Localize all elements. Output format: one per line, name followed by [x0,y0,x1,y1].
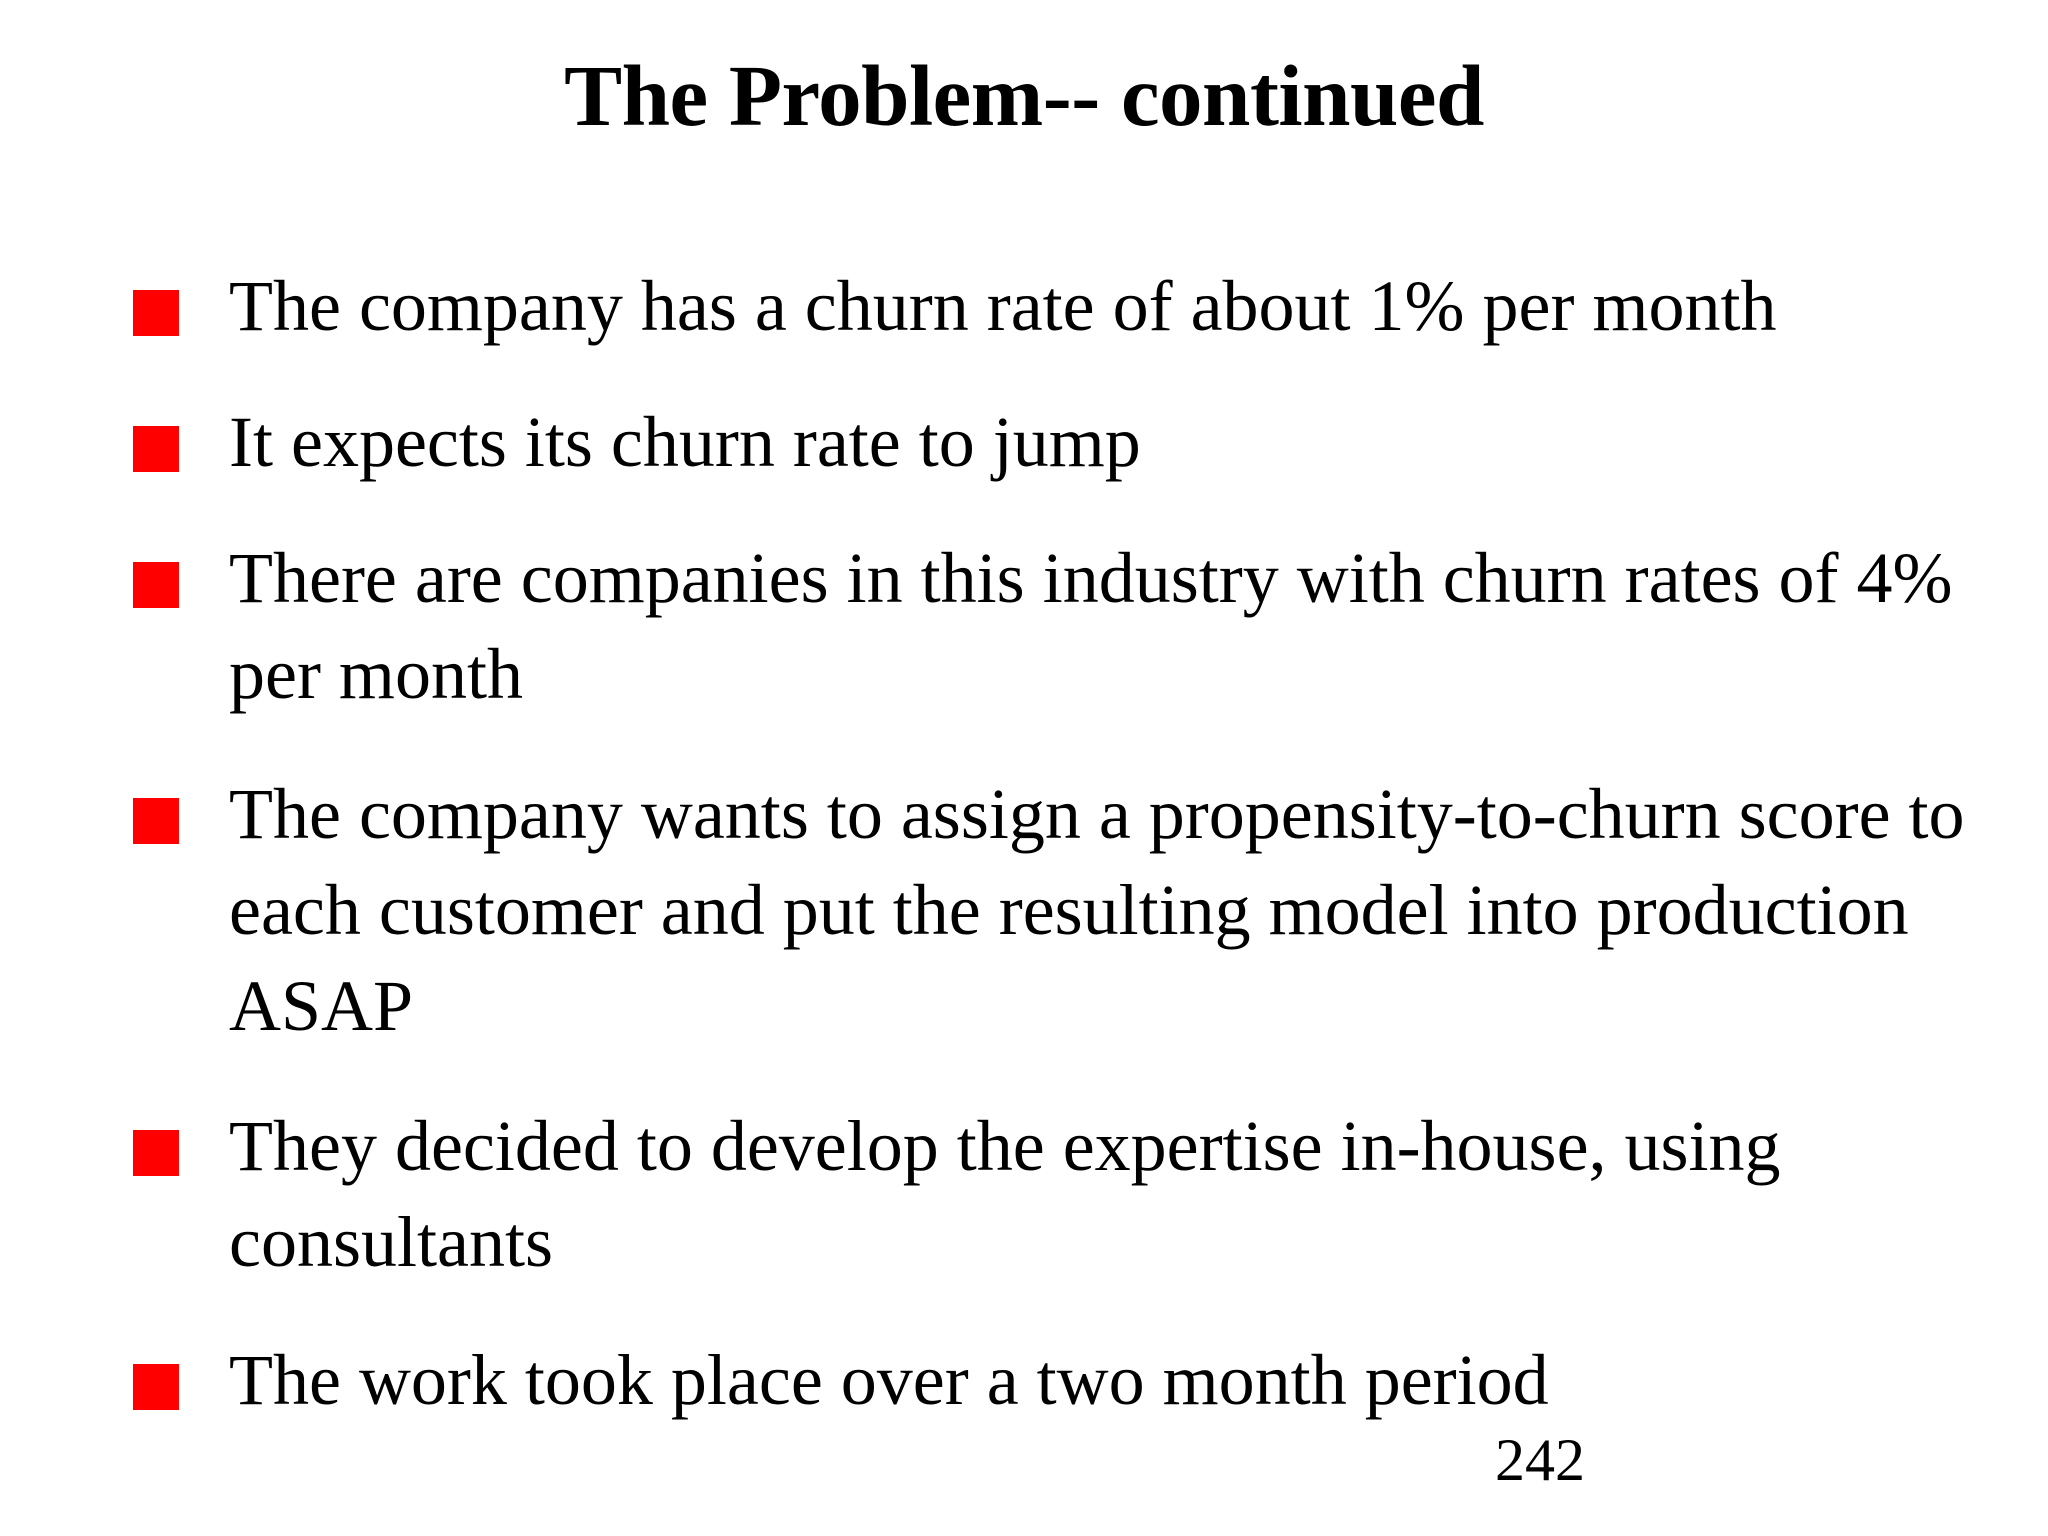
bullet-text: The company has a churn rate of about 1% per month [229,266,1777,346]
bullet-item [133,258,2013,354]
square-bullet-icon [133,798,179,844]
square-bullet-icon [133,1364,179,1410]
bullet-item [133,530,2013,722]
bullet-item [133,766,2013,1054]
square-bullet-icon [133,562,179,608]
bullet-list [133,258,2013,1468]
bullet-item [133,1332,2013,1428]
square-bullet-icon [133,426,179,472]
bullet-text: There are companies in this industry with churn rates of 4% per month [229,538,1953,714]
bullet-text: The work took place over a two month period [229,1340,1549,1420]
square-bullet-icon [133,290,179,336]
slide-title: The Problem-- continued [564,47,1484,144]
page-number: 242 [1495,1427,1585,1493]
square-bullet-icon [133,1130,179,1176]
bullet-text: They decided to develop the expertise in-house, using consultants [229,1106,1781,1282]
bullet-item [133,394,2013,490]
bullet-text: It expects its churn rate to jump [229,402,1141,482]
bullet-item [133,1098,2013,1290]
bullet-text: The company wants to assign a propensity-to-churn score to each customer and put the resulting model into production ASAP [229,774,1965,1046]
